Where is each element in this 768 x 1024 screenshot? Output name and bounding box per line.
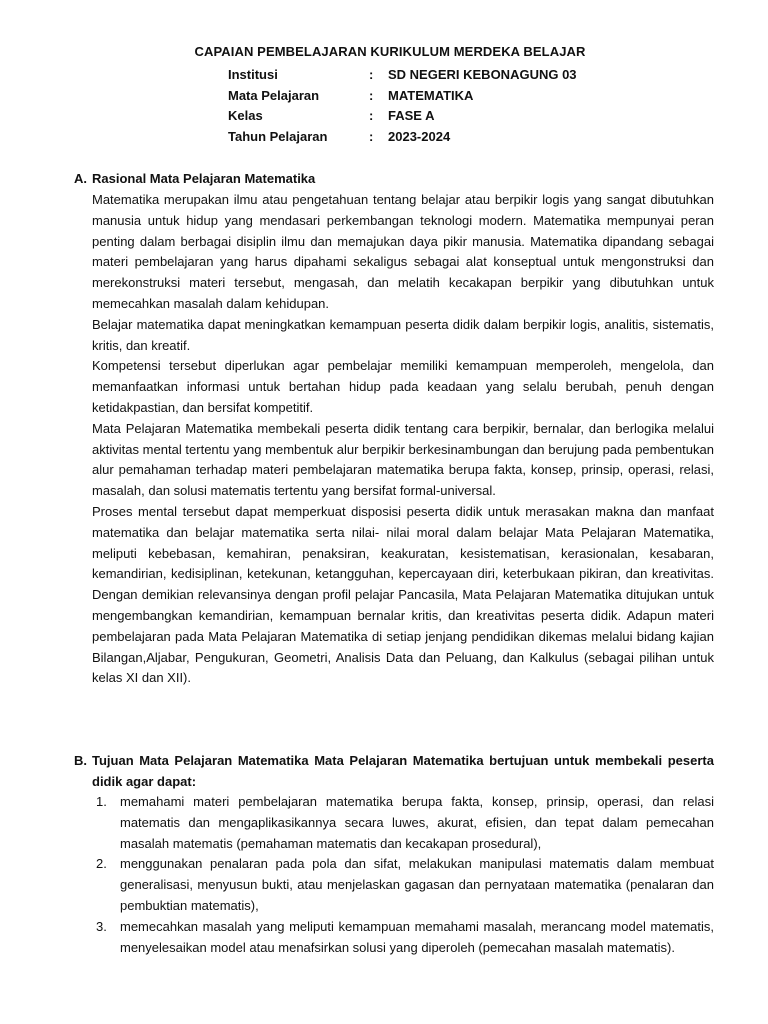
list-number: 2. — [96, 856, 107, 872]
info-value: MATEMATIKA — [388, 87, 474, 103]
info-label: Tahun Pelajaran — [228, 128, 328, 144]
info-colon: : — [369, 67, 374, 82]
document-title: CAPAIAN PEMBELAJARAN KURIKULUM MERDEKA BELAJAR — [194, 44, 586, 59]
info-label: Institusi — [228, 67, 278, 82]
info-row-institusi — [228, 67, 577, 88]
list-number: 3. — [96, 918, 107, 934]
list-item — [96, 917, 714, 959]
list-item-text: memahami materi pembelajaran matematika berupa fakta, konsep, prinsip, operasi, dan relasi matematis dan mengaplikasikannya secara luwes, akurat, efisien, dan tepat dalam pemecahan masalah matematis (pemahaman matematis dan kecakapan prosedural), — [120, 794, 714, 851]
paragraph: Kompetensi tersebut diperlukan agar pembelajar memiliki kemampuan memperoleh, mengelola, dan memanfaatkan informasi untuk bertahan hidup pada keadaan yang selalu berubah, penuh dengan ketidakpastian, dan bersifat kompetitif. — [92, 358, 714, 415]
section-heading — [74, 750, 714, 792]
list-number: 1. — [96, 794, 107, 809]
info-colon: : — [369, 128, 374, 144]
list-item — [96, 854, 714, 916]
info-row-tahun-pelajaran — [228, 129, 577, 150]
section-heading-text: Tujuan Mata Pelajaran Matematika Mata Pelajaran Matematika bertujuan untuk membekali peserta didik agar dapat: — [92, 753, 714, 789]
section-letter: A. — [74, 171, 87, 186]
section-body — [74, 190, 714, 689]
info-label: Mata Pelajaran — [228, 87, 320, 103]
info-label: Kelas — [228, 108, 263, 123]
section-letter: B. — [74, 753, 87, 768]
info-value: SD NEGERI KEBONAGUNG 03 — [388, 67, 577, 82]
section-heading — [74, 170, 714, 187]
paragraph: Proses mental tersebut dapat memperkuat disposisi peserta didik untuk merasakan makna dan manfaat matematika dan belajar matematika serta nilai- nilai moral dalam belajar Mata Pelajaran Matematika, meliputi kebebasan, kemahiran, penaksiran, keakuratan, kesistematisan, kerasionalan, kesabaran, kemandirian, kedisiplinan, ketekunan, ketangguhan, kepercayaan diri, keterbukaan pikiran, dan kreativitas. Dengan demikian relevansinya dengan profil pelajar Pancasila, Mata Pelajaran Matematika ditujukan untuk mengembangkan kemandirian, kemampuan bernalar kritis, dan kreativitas peserta didik. Adapun materi pembelajaran pada Mata Pelajaran Matematika di setiap jenjang pendidikan dikemas melalui bidang kajian Bilangan,Aljabar, Pengukuran, Geometri, Analisis Data dan Peluang, dan Kalkulus (sebagai pilihan untuk kelas XI dan XII). — [92, 503, 714, 686]
section-rasional — [74, 170, 714, 689]
info-value: 2023-2024 — [388, 128, 451, 144]
paragraph: Mata Pelajaran Matematika membekali peserta didik tentang cara berpikir, bernalar, dan berlogika melalui aktivitas mental tertentu yang membentuk alur berpikir berkesinambungan dan berujung pada pembentukan alur pemahaman terhadap materi pembelajaran matematika berupa fakta, konsep, prinsip, operasi, relasi, masalah, dan solusi matematis tertentu yang bersifat formal-universal. — [92, 420, 714, 499]
info-colon: : — [369, 108, 374, 123]
section-tujuan — [74, 750, 714, 958]
goals-list — [74, 792, 714, 958]
info-row-kelas — [228, 108, 577, 129]
paragraph: Belajar matematika dapat meningkatkan kemampuan peserta didik dalam berpikir logis, analitis, sistematis, kritis, dan kreatif. — [92, 316, 714, 353]
info-row-mata-pelajaran — [228, 88, 577, 109]
info-colon: : — [369, 87, 374, 103]
list-item-text: menggunakan penalaran pada pola dan sifat, melakukan manipulasi matematis dalam membuat generalisasi, menyusun bukti, atau menjelaskan gagasan dan pernyataan matematika (penalaran dan pembuktian matematis), — [120, 856, 714, 913]
info-table — [228, 67, 577, 149]
list-item — [96, 792, 714, 854]
info-value: FASE A — [388, 108, 435, 123]
list-item-text: memecahkan masalah yang meliputi kemampuan memahami masalah, merancang model matematis, menyelesaikan model atau menafsirkan solusi yang diperoleh (pemecahan masalah matematis). — [120, 918, 714, 955]
paragraph: Matematika merupakan ilmu atau pengetahuan tentang belajar atau berpikir logis yang sangat dibutuhkan manusia untuk hidup yang mendasari perkembangan teknologi modern. Matematika mempunyai peran penting dalam berbagai disiplin ilmu dan memajukan daya pikir manusia. Matematika dipandang sebagai materi pembelajaran yang harus dipahami sekaligus sebagai alat konseptual untuk mengonstruksi dan merekonstruksi materi tersebut, mengasah, dan melatih kecakapan berpikir yang dibutuhkan untuk memecahkan masalah dalam kehidupan. — [92, 192, 714, 311]
section-heading-text: Rasional Mata Pelajaran Matematika — [92, 171, 316, 186]
